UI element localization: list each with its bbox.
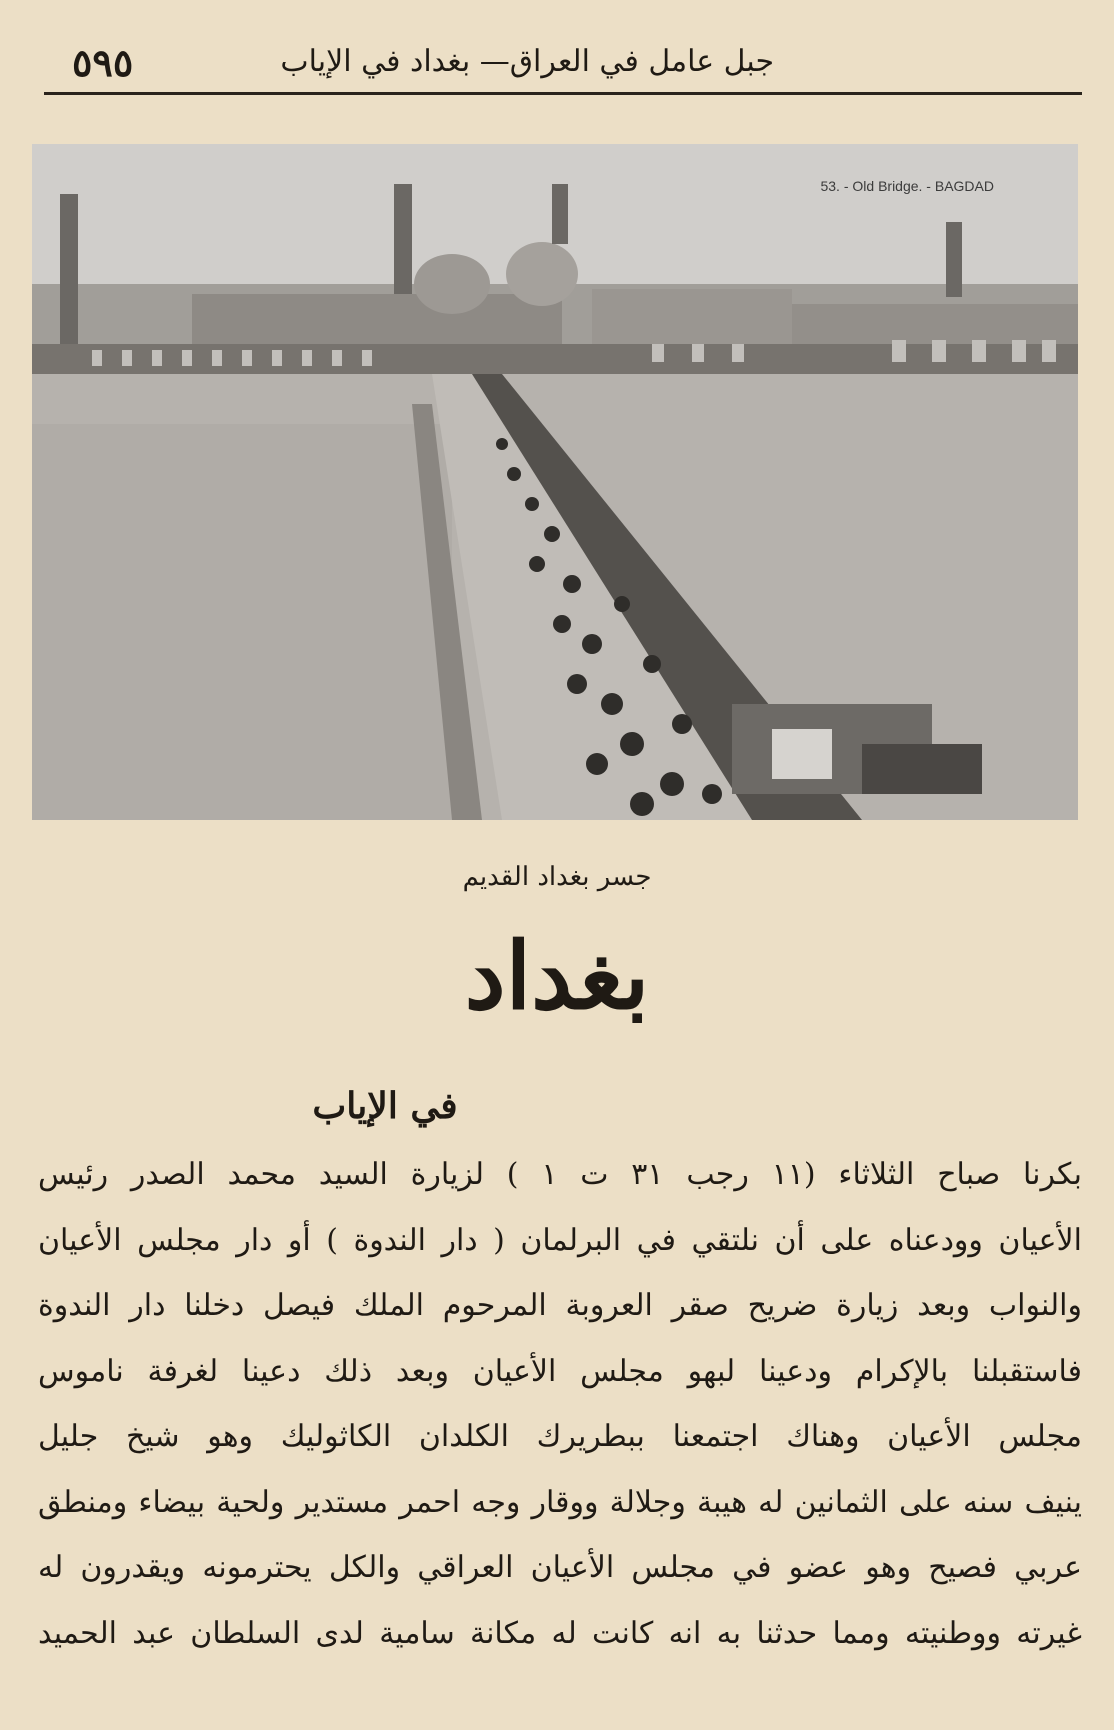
running-title: جبل عامل في العراق— بغداد في الإياب (280, 44, 774, 79)
body-line: ينيف سنه على الثمانين له هيبة وجلالة ووقار وجه احمر مستدير ولحية بيضاء ومنطق (38, 1484, 1082, 1520)
header-rule (44, 92, 1082, 95)
body-line: بكرنا صباح الثلاثاء (١١ رجب ٣١ ت ١ ) لزيارة السيد محمد الصدر رئيس (38, 1157, 1082, 1192)
body-line: مجلس الأعيان وهناك اجتمعنا ببطريرك الكلدان الكاثوليك وهو شيخ جليل (38, 1419, 1082, 1454)
article-title: بغداد (464, 922, 650, 1030)
bridge-photograph (32, 144, 1078, 820)
body-line: والنواب وبعد زيارة ضريح صقر العروبة المرحوم الملك فيصل دخلنا دار الندوة (38, 1288, 1082, 1323)
body-line: الأعيان وودعناه على أن نلتقي في البرلمان ( دار الندوة ) أو دار مجلس الأعيان (38, 1222, 1082, 1258)
article-body (38, 1142, 1082, 1666)
page-number: ٥٩٥ (72, 40, 134, 85)
body-line: عربي فصيح وهو عضو في مجلس الأعيان العراقي والكل يحترمونه ويقدرون له (38, 1550, 1082, 1585)
figure-caption: جسر بغداد القديم (462, 862, 652, 892)
bridge-photo-illustration (32, 144, 1078, 820)
photo-printed-caption: 53. - Old Bridge. - BAGDAD (820, 178, 994, 194)
article-subtitle: في الإياب (312, 1085, 458, 1127)
body-line: فاستقبلنا بالإكرام ودعينا لبهو مجلس الأعيان وبعد ذلك دعينا لغرفة ناموس (38, 1353, 1082, 1389)
body-line: غيرته ووطنيته ومما حدثنا به انه كانت له مكانة سامية لدى السلطان عبد الحميد (38, 1615, 1082, 1651)
page-header (44, 36, 1084, 92)
